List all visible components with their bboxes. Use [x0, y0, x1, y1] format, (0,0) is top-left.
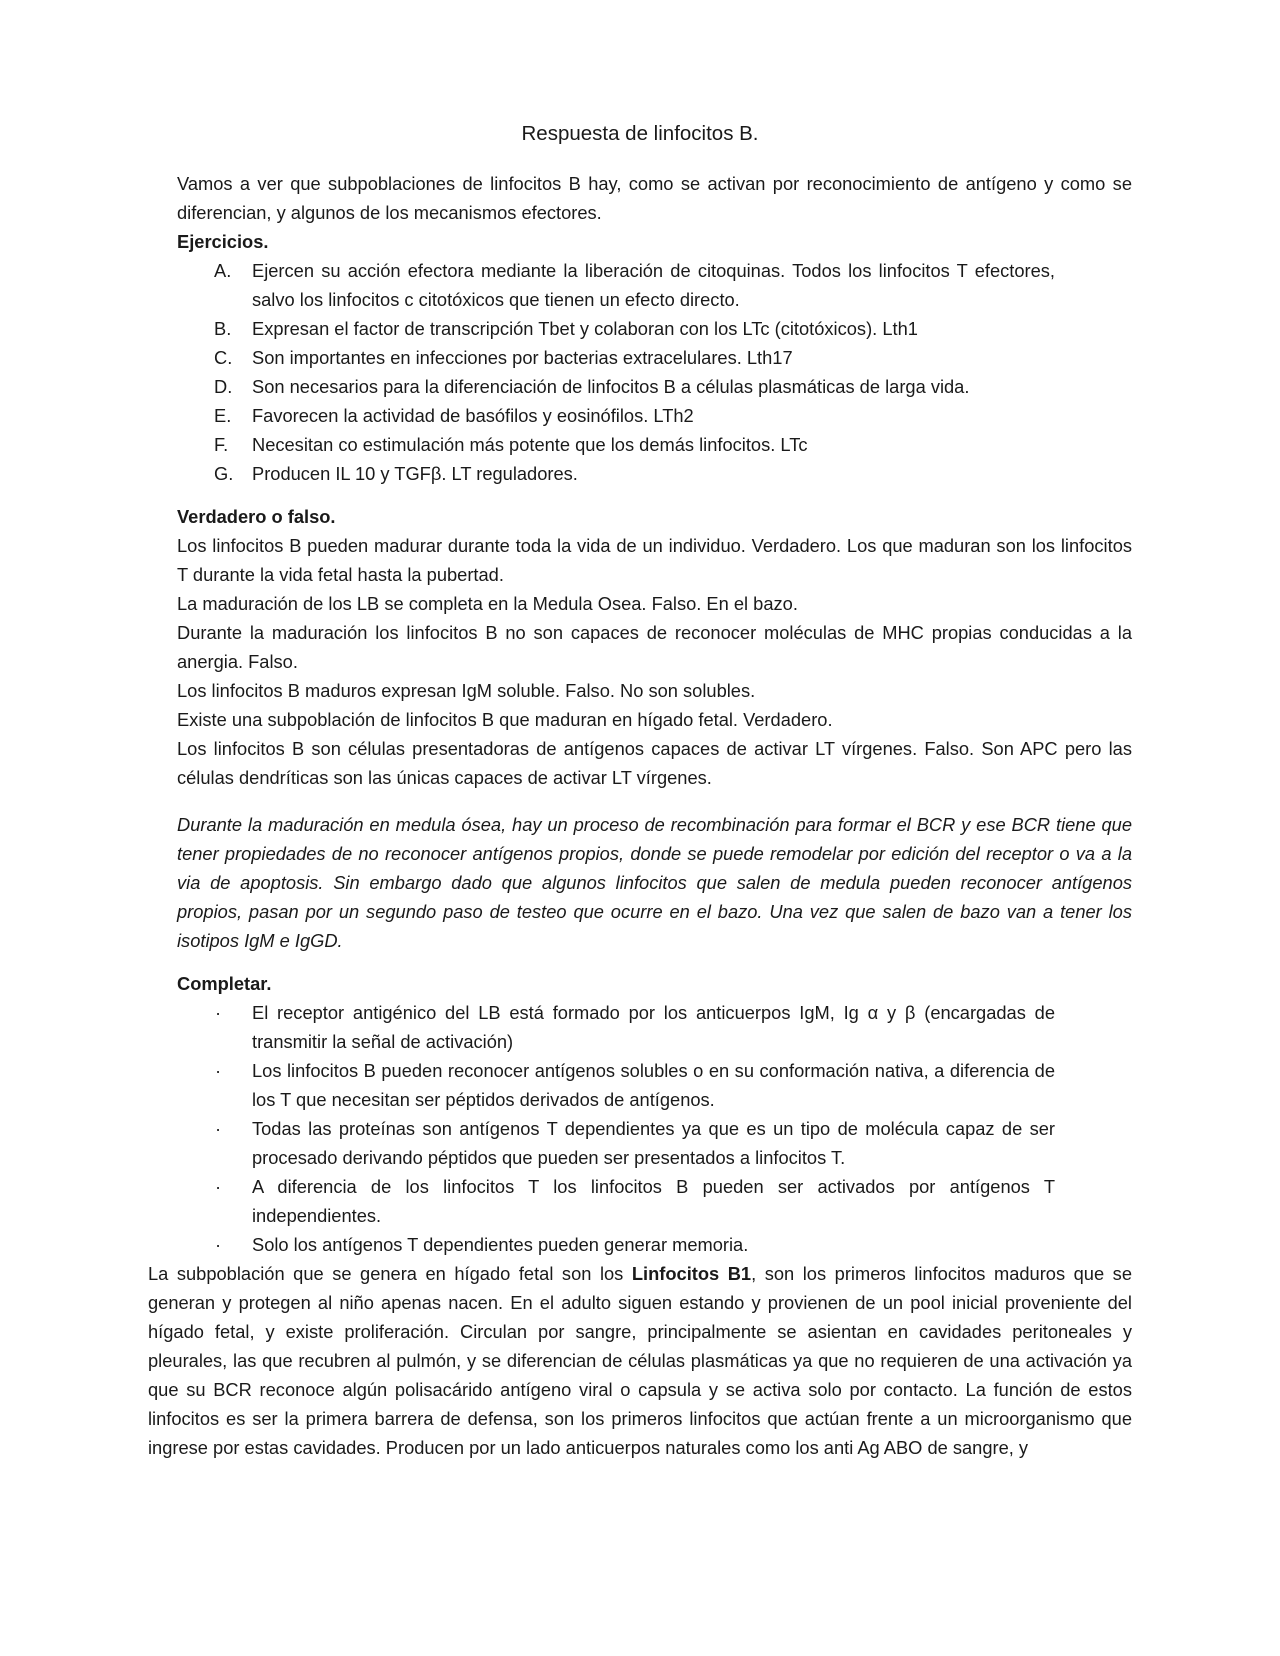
ejercicio-text: Necesitan co estimulación más potente que los demás linfocitos. LTc — [252, 434, 808, 455]
ejercicio-item — [177, 256, 1055, 314]
section-italic-note — [177, 810, 1132, 955]
list-marker: F. — [214, 434, 229, 455]
completar-text: Solo los antígenos T dependientes pueden generar memoria. — [252, 1234, 749, 1255]
bullet-marker: · — [215, 1060, 222, 1081]
final-text-before: La subpoblación que se genera en hígado fetal son los — [148, 1263, 632, 1284]
list-marker: C. — [214, 347, 233, 368]
intro-paragraph: Vamos a ver que subpoblaciones de linfocitos B hay, como se activan por reconocimiento de antígeno y como se diferencian, y algunos de los mecanismos efectores. — [177, 173, 1132, 223]
ejercicio-item — [177, 343, 1055, 372]
section-completar — [177, 969, 1132, 1259]
bullet-marker: · — [215, 1002, 222, 1023]
section-ejercicios — [177, 169, 1132, 488]
completar-list — [177, 998, 1132, 1259]
final-text-after: , son los primeros linfocitos maduros que se generan y protegen al niño apenas nacen. En el adulto siguen estando y provienen de un pool inicial proveniente del hígado fetal, y existe proliferación. Circulan por sangre, principalmente se asientan en cavidades peritoneales y pleurales, las que recubren al pulmón, y se diferencian de células plasmáticas ya que no requieren de una activación ya que su BCR reconoce algún polisacárido antígeno viral o capsula y se activa solo por contacto. La función de estos linfocitos es ser la primera barrera de defensa, son los primeros linfocitos que actúan frente a un microorganismo que ingrese por estas cavidades. Producen por un lado anticuerpos naturales como los anti Ag ABO de sangre, y — [148, 1263, 1132, 1458]
ejercicio-item — [177, 372, 1055, 401]
ejercicio-text: Ejercen su acción efectora mediante la liberación de citoquinas. Todos los linfocitos T efectores, salvo los linfocitos c citotóxicos que tienen un efecto directo. — [252, 260, 1055, 310]
italic-note-paragraph: Durante la maduración en medula ósea, hay un proceso de recombinación para formar el BCR y ese BCR tiene que tener propiedades de no reconocer antígenos propios, donde se puede remodelar por edición del receptor o va a la via de apoptosis. Sin embargo dado que algunos linfocitos que salen de medula pueden reconocer antígenos propios, pasan por un segundo paso de testeo que ocurre en el bazo. Una vez que salen de bazo van a tener los isotipos IgM e IgGD. — [177, 814, 1132, 951]
completar-item — [177, 1230, 1055, 1259]
document-title: Respuesta de linfocitos B. — [521, 122, 759, 145]
verdadero-item: Durante la maduración los linfocitos B no son capaces de reconocer moléculas de MHC propias conducidas a la anergia. Falso. — [177, 622, 1132, 672]
verdadero-item: Los linfocitos B son células presentadoras de antígenos capaces de activar LT vírgenes. Falso. Son APC pero las células dendríticas son las únicas capaces de activar LT vírgenes. — [177, 738, 1132, 788]
section-verdadero-falso — [177, 502, 1132, 792]
ejercicio-text: Son importantes en infecciones por bacterias extracelulares. Lth17 — [252, 347, 793, 368]
list-marker: E. — [214, 405, 232, 426]
ejercicio-item — [177, 430, 1055, 459]
completar-item — [177, 1172, 1055, 1230]
bullet-marker: · — [215, 1176, 222, 1197]
section-final — [148, 1259, 1132, 1462]
completar-text: A diferencia de los linfocitos T los linfocitos B pueden ser activados por antígenos T independientes. — [252, 1176, 1055, 1226]
list-marker: G. — [214, 463, 234, 484]
ejercicio-item — [177, 401, 1055, 430]
completar-item — [177, 1056, 1055, 1114]
ejercicio-text: Favorecen la actividad de basófilos y eosinófilos. LTh2 — [252, 405, 694, 426]
completar-item — [177, 998, 1055, 1056]
ejercicios-heading: Ejercicios. — [177, 231, 269, 252]
ejercicio-text: Producen IL 10 y TGFβ. LT reguladores. — [252, 463, 578, 484]
verdadero-item: Los linfocitos B maduros expresan IgM soluble. Falso. No son solubles. — [177, 680, 756, 701]
completar-text: Todas las proteínas son antígenos T dependientes ya que es un tipo de molécula capaz de ser procesado derivando péptidos que pueden ser presentados a linfocitos T. — [252, 1118, 1055, 1168]
ejercicios-list — [177, 256, 1132, 488]
final-paragraph — [148, 1259, 1132, 1462]
completar-item — [177, 1114, 1055, 1172]
verdadero-item: Los linfocitos B pueden madurar durante toda la vida de un individuo. Verdadero. Los que maduran son los linfocitos T durante la vida fetal hasta la pubertad. — [177, 535, 1132, 585]
bullet-marker: · — [215, 1118, 222, 1139]
final-text-bold: Linfocitos B1 — [631, 1263, 752, 1284]
ejercicio-item — [177, 314, 1055, 343]
ejercicio-text: Son necesarios para la diferenciación de linfocitos B a células plasmáticas de larga vida. — [252, 376, 970, 397]
completar-text: Los linfocitos B pueden reconocer antígenos solubles o en su conformación nativa, a diferencia de los T que necesitan ser péptidos derivados de antígenos. — [252, 1060, 1055, 1110]
list-marker: B. — [214, 318, 232, 339]
list-marker: D. — [214, 376, 233, 397]
completar-text: El receptor antigénico del LB está formado por los anticuerpos IgM, Ig α y β (encargadas de transmitir la señal de activación) — [252, 1002, 1055, 1052]
ejercicio-item — [177, 459, 1055, 488]
verdadero-heading: Verdadero o falso. — [177, 506, 336, 527]
bullet-marker: · — [215, 1234, 222, 1255]
completar-heading: Completar. — [177, 973, 272, 994]
verdadero-item: Existe una subpoblación de linfocitos B que maduran en hígado fetal. Verdadero. — [177, 709, 833, 730]
list-marker: A. — [214, 260, 232, 281]
ejercicio-text: Expresan el factor de transcripción Tbet y colaboran con los LTc (citotóxicos). Lth1 — [252, 318, 918, 339]
verdadero-item: La maduración de los LB se completa en la Medula Osea. Falso. En el bazo. — [177, 593, 798, 614]
